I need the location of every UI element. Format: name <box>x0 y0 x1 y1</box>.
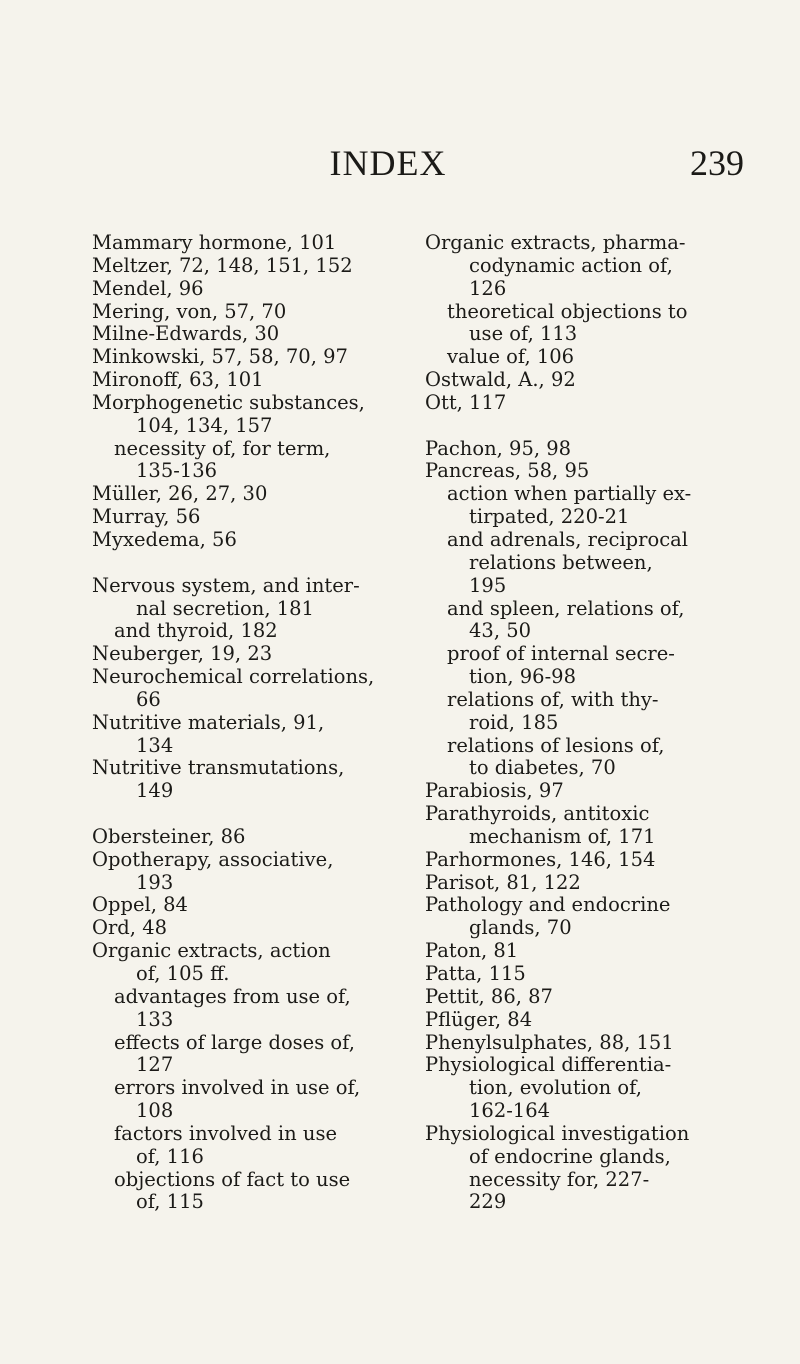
index-subentry: necessity of, for term, <box>114 436 331 460</box>
index-entry: Neurochemical correlations, <box>92 665 375 689</box>
index-entry: Organic extracts, action <box>92 939 331 963</box>
index-subentry: of, 116 <box>136 1144 204 1168</box>
index-section-gap <box>92 552 402 575</box>
index-subentry: codynamic action of, <box>469 253 673 277</box>
index-subentry: objections of fact to use <box>114 1167 351 1191</box>
index-entry: Obersteiner, 86 <box>92 824 246 848</box>
index-entry: Morphogenetic substances, <box>92 390 365 414</box>
index-entry: Mering, von, 57, 70 <box>92 299 287 323</box>
index-subentry: proof of internal secre- <box>447 642 675 666</box>
index-subentry: glands, 70 <box>469 916 572 940</box>
index-subentry: of, 105 ff. <box>136 962 230 985</box>
index-subentry: value of, 106 <box>447 345 575 369</box>
index-subentry: relations of lesions of, <box>447 733 665 757</box>
index-entry: Parathyroids, antitoxic <box>425 802 650 826</box>
index-subentry: 108 <box>136 1099 174 1123</box>
index-entry: Murray, 56 <box>92 505 201 529</box>
index-subentry: of endocrine glands, <box>469 1144 671 1168</box>
index-subentry: 162-164 <box>469 1099 551 1123</box>
index-entry: Parabiosis, 97 <box>425 779 564 803</box>
index-column-left <box>92 232 402 1214</box>
index-entry: Parisot, 81, 122 <box>425 870 581 894</box>
index-entry: Pancreas, 58, 95 <box>425 459 590 483</box>
index-entry: Oppel, 84 <box>92 893 188 917</box>
index-subentry: roid, 185 <box>469 710 559 734</box>
index-subentry: 127 <box>136 1053 174 1077</box>
page-title: INDEX <box>329 143 447 183</box>
index-entry: Parhormones, 146, 154 <box>425 847 656 871</box>
index-entry: Myxedema, 56 <box>92 527 237 551</box>
index-subentry: of, 115 <box>136 1190 204 1214</box>
index-subentry: 195 <box>469 573 507 597</box>
index-subentry: factors involved in use <box>114 1121 337 1145</box>
index-subentry: theoretical objections to <box>447 299 688 323</box>
index-subentry: tirpated, 220-21 <box>469 505 630 529</box>
index-entry: Nutritive transmutations, <box>92 756 345 780</box>
index-entry: Müller, 26, 27, 30 <box>92 482 268 506</box>
index-entry: Pathology and endocrine <box>425 893 671 917</box>
index-entry: Pettit, 86, 87 <box>425 984 553 1008</box>
index-entry: Organic extracts, pharma- <box>425 231 686 254</box>
index-entry: Meltzer, 72, 148, 151, 152 <box>92 253 353 277</box>
index-entry: Ott, 117 <box>425 390 507 414</box>
index-entry: Pachon, 95, 98 <box>425 436 572 460</box>
index-subentry: use of, 113 <box>469 322 578 346</box>
index-entry: Phenylsulphates, 88, 151 <box>425 1030 674 1054</box>
page-number: 239 <box>690 143 744 183</box>
index-subentry: 193 <box>136 870 174 894</box>
index-subentry: 66 <box>136 687 161 711</box>
index-subentry: and spleen, relations of, <box>447 596 685 620</box>
index-subentry: 134 <box>136 733 174 757</box>
index-entry: Mendel, 96 <box>92 276 204 300</box>
index-entry: Nervous system, and inter- <box>92 573 360 597</box>
index-subentry: and thyroid, 182 <box>114 619 278 643</box>
index-subentry: advantages from use of, <box>114 984 351 1008</box>
index-subentry: 43, 50 <box>469 619 532 643</box>
index-section-gap <box>425 415 737 438</box>
index-entry: Ostwald, A., 92 <box>425 368 576 392</box>
index-subentry: mechanism of, 171 <box>469 824 656 848</box>
index-entry: Patta, 115 <box>425 962 526 985</box>
index-subentry: errors involved in use of, <box>114 1076 361 1100</box>
index-entry: Mironoff, 63, 101 <box>92 368 264 392</box>
index-entry: Neuberger, 19, 23 <box>92 642 273 666</box>
index-subentry: and adrenals, reciprocal <box>447 527 689 551</box>
index-entry: Ord, 48 <box>92 916 168 940</box>
index-subentry: 104, 134, 157 <box>136 413 273 437</box>
index-subentry: 133 <box>136 1007 174 1031</box>
index-subentry: 135-136 <box>136 459 218 483</box>
index-subentry: action when partially ex- <box>447 482 692 506</box>
index-entry: Pflüger, 84 <box>425 1007 533 1031</box>
index-subentry: 229 <box>469 1190 507 1214</box>
index-entry: Mammary hormone, 101 <box>92 231 337 254</box>
index-column-right <box>425 232 737 1214</box>
index-entry: Minkowski, 57, 58, 70, 97 <box>92 345 348 369</box>
index-subentry: tion, 96-98 <box>469 665 576 689</box>
index-subentry: relations of, with thy- <box>447 687 659 711</box>
index-entry: Opotherapy, associative, <box>92 847 334 871</box>
index-entry: Nutritive materials, 91, <box>92 710 325 734</box>
index-subentry: to diabetes, 70 <box>469 756 616 780</box>
index-subentry: necessity for, 227- <box>469 1167 650 1191</box>
index-entry: Paton, 81 <box>425 939 519 963</box>
index-subentry: 126 <box>469 276 507 300</box>
index-subentry: 149 <box>136 779 174 803</box>
index-subentry: relations between, <box>469 550 653 574</box>
page-header <box>92 142 744 186</box>
index-subentry: tion, evolution of, <box>469 1076 642 1100</box>
index-subentry: effects of large doses of, <box>114 1030 355 1054</box>
index-subentry: nal secretion, 181 <box>136 596 314 620</box>
index-entry: Physiological investigation <box>425 1121 690 1145</box>
index-section-gap <box>92 803 402 826</box>
index-entry: Milne-Edwards, 30 <box>92 322 280 346</box>
index-entry: Physiological differentia- <box>425 1053 672 1077</box>
